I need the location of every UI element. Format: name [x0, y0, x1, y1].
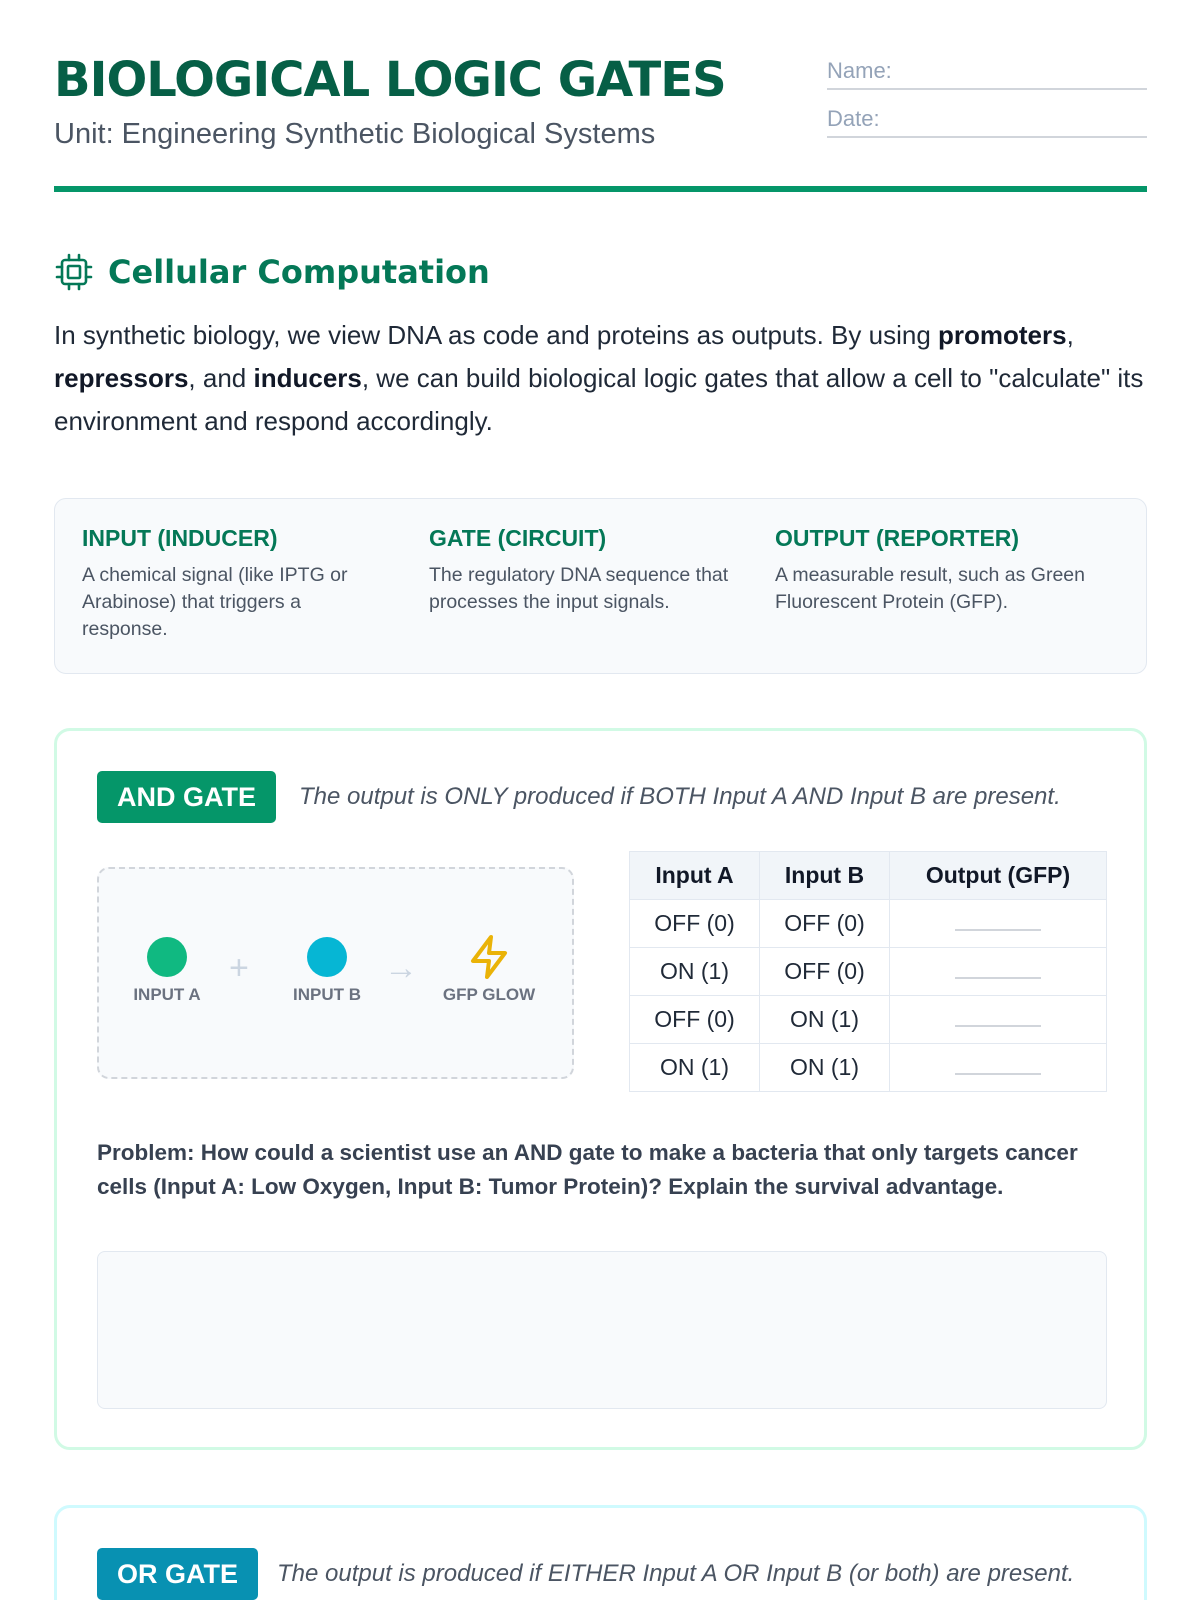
answer-blank[interactable] — [955, 919, 1041, 931]
definition-title: OUTPUT (REPORTER) — [775, 525, 1020, 551]
intro-text: In synthetic biology, we view DNA as code and proteins as outputs. By using — [54, 320, 938, 350]
input-a-dot — [147, 937, 187, 977]
header-input-a: Input A — [630, 852, 760, 900]
and-truth-table — [629, 851, 1107, 1092]
or-gate-card — [54, 1505, 1147, 1600]
table-row — [630, 900, 1107, 948]
cpu-chip-icon — [54, 252, 94, 292]
and-gate-diagram — [97, 867, 574, 1079]
table-row — [630, 1044, 1107, 1092]
name-field[interactable]: Name: — [827, 54, 1147, 90]
worksheet-header — [54, 52, 1147, 192]
input-a-label: INPUT A — [133, 985, 201, 1004]
or-gate-description: The output is produced if EITHER Input A OR Input B (or both) are present. — [277, 1560, 1075, 1587]
input-b-label: INPUT B — [293, 985, 361, 1004]
intro-text: , we can build biological logic gates that allow a cell to "calculate" its environment and respond accordingly. — [54, 363, 1144, 436]
and-gate-description: The output is ONLY produced if BOTH Input A AND Input B are present. — [299, 783, 1061, 810]
cell-output-blank[interactable] — [890, 1044, 1107, 1092]
and-gate-problem: Problem: How could a scientist use an AND gate to make a bacteria that only targets cancer cells (Input A: Low Oxygen, Input B: Tumor Protein)? Explain the survival advantage. — [97, 1140, 1078, 1199]
definition-output — [775, 525, 1105, 616]
cell-input-a: ON (1) — [630, 948, 760, 996]
date-field[interactable]: Date: — [827, 102, 1147, 138]
intro-term-promoters: promoters — [938, 320, 1067, 350]
input-b-node — [287, 937, 367, 1005]
header-divider — [54, 186, 1147, 192]
answer-blank[interactable] — [955, 1063, 1041, 1075]
cell-output-blank[interactable] — [890, 996, 1107, 1044]
or-gate-badge: OR GATE — [97, 1548, 258, 1600]
input-b-dot — [307, 937, 347, 977]
intro-text: , — [1066, 320, 1074, 350]
header-input-b: Input B — [760, 852, 890, 900]
lightning-bolt-icon — [465, 933, 513, 981]
cell-output-blank[interactable] — [890, 948, 1107, 996]
and-gate-badge: AND GATE — [97, 771, 276, 823]
unit-subtitle: Unit: Engineering Synthetic Biological Systems — [54, 118, 656, 150]
plus-icon: + — [229, 949, 249, 987]
cell-input-a: OFF (0) — [630, 996, 760, 1044]
table-row — [630, 996, 1107, 1044]
cell-input-a: OFF (0) — [630, 900, 760, 948]
arrow-right-icon: → — [384, 949, 418, 987]
gfp-output-node — [439, 933, 539, 1005]
answer-blank[interactable] — [955, 1015, 1041, 1027]
cell-input-b: ON (1) — [760, 1044, 890, 1092]
input-a-node — [127, 937, 207, 1005]
intro-paragraph — [54, 314, 1147, 443]
and-gate-card — [54, 728, 1147, 1450]
section-title: Cellular Computation — [108, 253, 490, 291]
intro-term-inducers: inducers — [253, 363, 362, 393]
definition-text: A chemical signal (like IPTG or Arabinose) that triggers a response. — [82, 564, 348, 640]
cell-input-b: OFF (0) — [760, 900, 890, 948]
gfp-output-label: GFP GLOW — [442, 985, 536, 1004]
table-header-row — [630, 852, 1107, 900]
section-heading — [54, 250, 490, 294]
definition-input — [82, 525, 382, 643]
intro-text: , and — [188, 363, 254, 393]
page-title: BIOLOGICAL LOGIC GATES — [54, 52, 726, 108]
header-output: Output (GFP) — [890, 852, 1107, 900]
cell-output-blank[interactable] — [890, 900, 1107, 948]
cell-input-a: ON (1) — [630, 1044, 760, 1092]
cell-input-b: ON (1) — [760, 996, 890, 1044]
table-row — [630, 948, 1107, 996]
intro-term-repressors: repressors — [54, 363, 189, 393]
and-gate-answer-box[interactable] — [97, 1251, 1107, 1409]
answer-blank[interactable] — [955, 967, 1041, 979]
definition-text: A measurable result, such as Green Fluorescent Protein (GFP). — [775, 564, 1085, 613]
definitions-panel — [54, 498, 1147, 674]
definition-title: GATE (CIRCUIT) — [429, 525, 607, 551]
definition-title: INPUT (INDUCER) — [82, 525, 278, 551]
definition-text: The regulatory DNA sequence that processes the input signals. — [429, 564, 729, 613]
definition-gate — [429, 525, 759, 616]
cell-input-b: OFF (0) — [760, 948, 890, 996]
